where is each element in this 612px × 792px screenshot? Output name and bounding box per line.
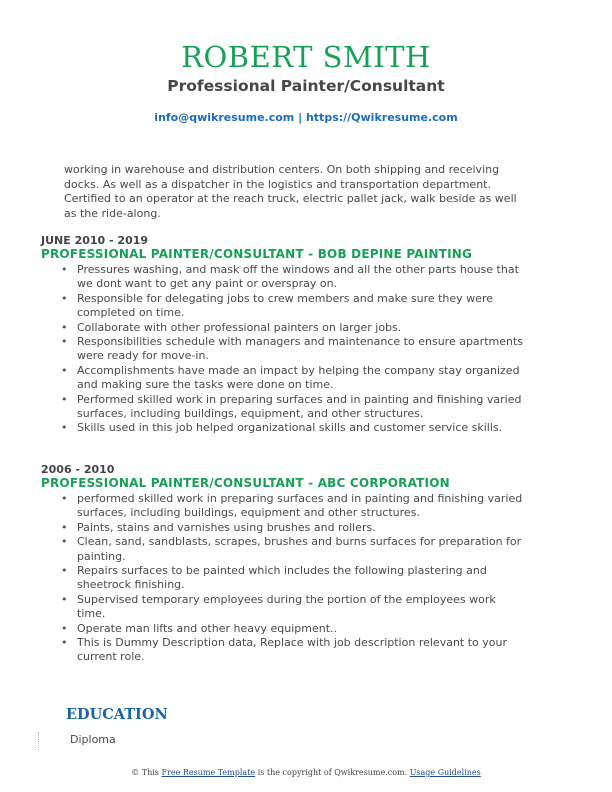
- candidate-name: ROBERT SMITH: [181, 40, 431, 74]
- bullet-item: • Responsible for delegating jobs to crew members and make sure they were completed on time.: [77, 292, 531, 321]
- footer: [0, 768, 612, 777]
- separator: |: [294, 111, 306, 124]
- free-template-link[interactable]: Free Resume Template: [161, 768, 256, 777]
- summary-text: working in warehouse and distribution centers. On both shipping and receiving docks. As well as a dispatcher in the logistics and transportation department. Certified to an operator at the reach truck, electric pallet jack, walk beside as well as the ride-along.: [64, 163, 517, 220]
- bullet-item: • Skills used in this job helped organizational skills and customer service skills.: [77, 421, 531, 435]
- footer-middle: is the copyright of Qwikresume.com.: [255, 768, 410, 777]
- job-title: Professional Painter/Consultant: [167, 77, 445, 95]
- job-date: 2006 - 2010: [41, 463, 115, 476]
- job-entry: [41, 234, 531, 436]
- bullet-item: • Repairs surfaces to be painted which includes the following plastering and sheetrock finishing.: [77, 564, 531, 593]
- bullet-item: • performed skilled work in preparing surfaces and in painting and finishing varied surfaces, including buildings, equipment and other structures.: [77, 492, 531, 521]
- job-entry: [41, 463, 531, 665]
- education-degree: Diploma: [70, 733, 116, 746]
- bullet-item: • Operate man lifts and other heavy equipment..: [77, 622, 531, 636]
- bullet-item: • Supervised temporary employees during the portion of the employees work time.: [77, 593, 531, 622]
- education-divider: [38, 732, 39, 750]
- usage-guidelines-link[interactable]: Usage Guidelines: [409, 768, 481, 777]
- bullet-item: • This is Dummy Description data, Replace with job description relevant to your current role.: [77, 636, 531, 665]
- job-date: JUNE 2010 - 2019: [41, 234, 149, 247]
- job-bullets: [41, 263, 531, 436]
- contact-line: [0, 111, 612, 124]
- job-bullets: [41, 492, 531, 665]
- email-link[interactable]: info@qwikresume.com: [154, 111, 295, 124]
- bullet-item: • Performed skilled work in preparing surfaces and in painting and finishing varied surfaces, including buildings, equipment, and other structures.: [77, 393, 531, 422]
- bullet-item: • Pressures washing, and mask off the windows and all the other parts house that we dont want to get any paint or overspray on.: [77, 263, 531, 292]
- footer-prefix: © This: [131, 768, 162, 777]
- bullet-item: • Clean, sand, sandblasts, scrapes, brushes and burns surfaces for preparation for painting.: [77, 535, 531, 564]
- job-heading: PROFESSIONAL PAINTER/CONSULTANT - BOB DEPINE PAINTING: [41, 247, 473, 261]
- bullet-item: • Responsibilities schedule with managers and maintenance to ensure apartments were ready for move-in.: [77, 335, 531, 364]
- education-heading: EDUCATION: [66, 706, 168, 723]
- bullet-item: • Paints, stains and varnishes using brushes and rollers.: [77, 521, 531, 535]
- bullet-item: • Accomplishments have made an impact by helping the company stay organized and making sure the tasks were done on time.: [77, 364, 531, 393]
- website-link[interactable]: https://Qwikresume.com: [305, 111, 458, 124]
- bullet-item: • Collaborate with other professional painters on larger jobs.: [77, 321, 531, 335]
- job-heading: PROFESSIONAL PAINTER/CONSULTANT - ABC CORPORATION: [41, 476, 450, 490]
